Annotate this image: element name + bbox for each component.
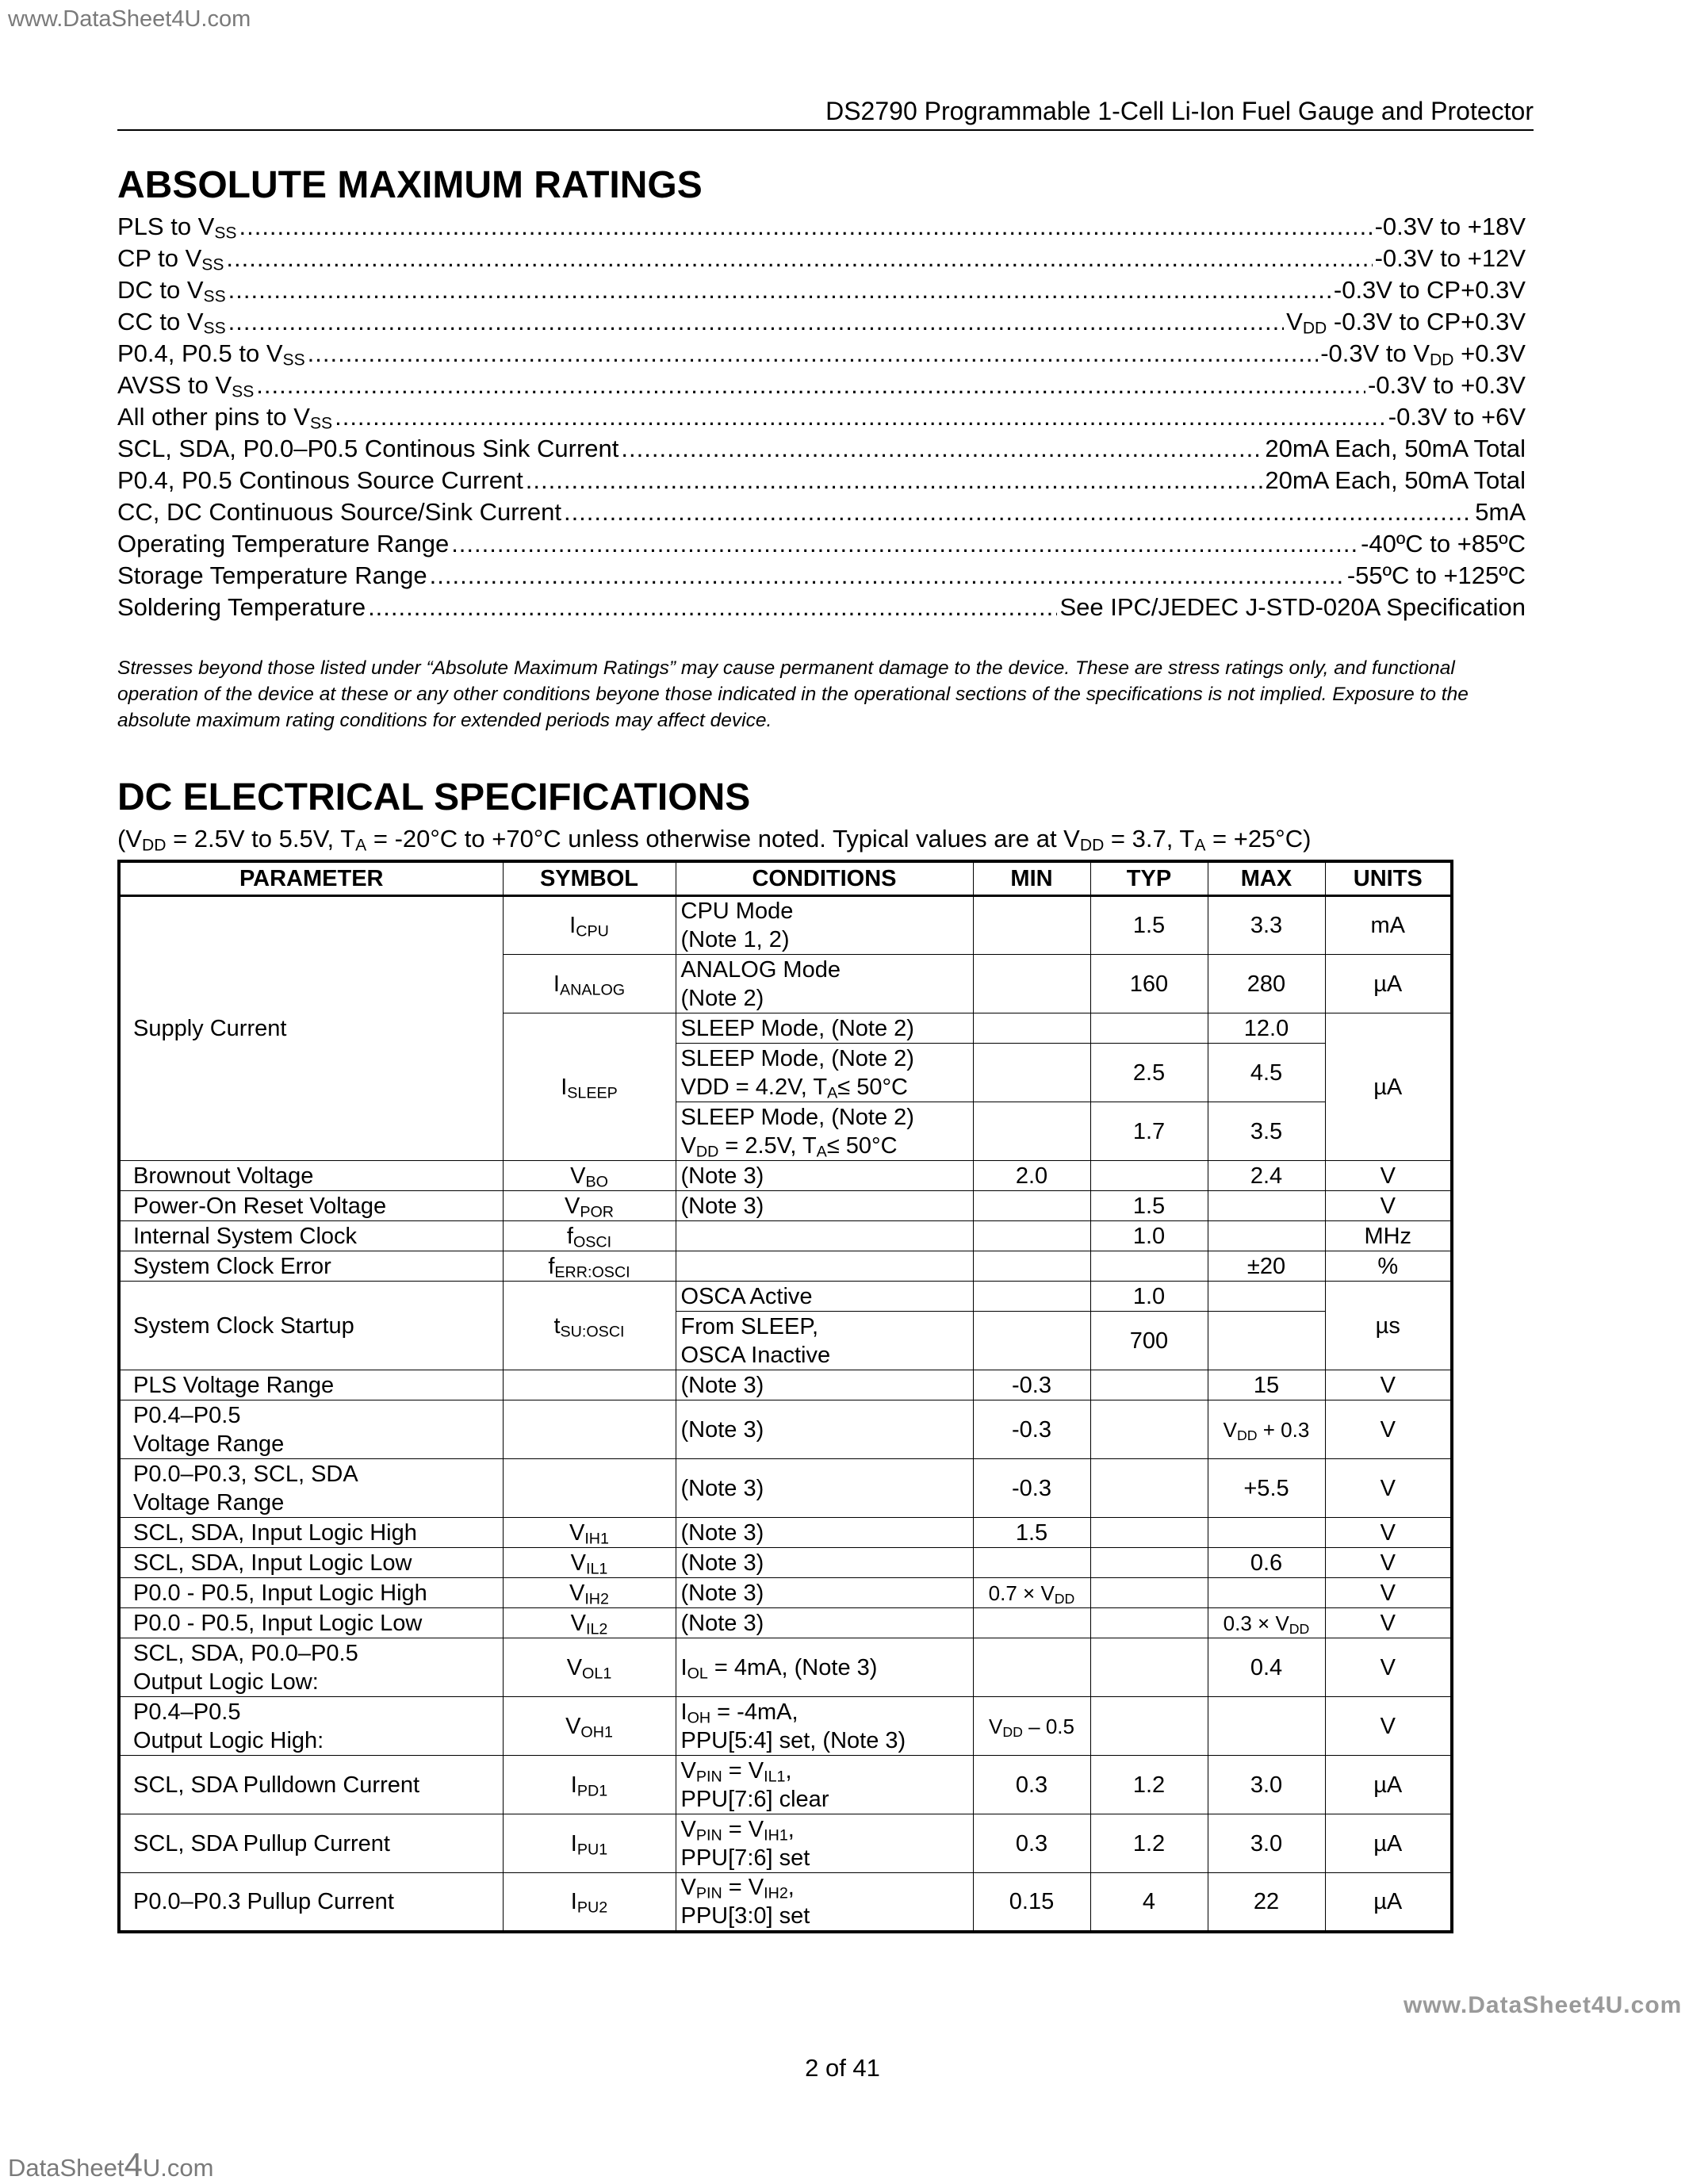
min-cell: 1.5 (973, 1518, 1090, 1548)
dc-spec-conditions: ($V_{DD} = 2.5V$ to 5.5V, $T_A = -20^\circ C$ to +70°C unless otherwise noted. Typical values are at $V_{DD} = 3.7$, $T_A = +25^\circ C$) (117, 825, 1312, 855)
symbol-cell: $V_{IH1}$ (503, 1518, 676, 1548)
symbol-cell: $t_{SU:OSCI}$ (503, 1282, 676, 1370)
param-cell: P0.0–P0.3, SCL, SDA Voltage Range (119, 1459, 503, 1518)
symbol-cell: $I_{PU2}$ (503, 1873, 676, 1933)
conditions-cell: (Note 3) (676, 1518, 973, 1548)
rating-row: Operating Temperature Range ..... -40ºC to +85ºC (117, 528, 1526, 560)
max-cell: 4.5 (1208, 1044, 1325, 1102)
param-supply-current: Supply Current (119, 896, 503, 1161)
units-cell: µA (1325, 955, 1452, 1013)
min-cell (973, 1013, 1090, 1044)
param-cell: System Clock Startup (119, 1282, 503, 1370)
table-row (119, 1548, 1452, 1578)
conditions-cell: $V_{PIN} = V_{IH1}$, PPU[7:6] set (676, 1814, 973, 1873)
symbol-cell: $I_{ANALOG}$ (503, 955, 676, 1013)
conditions-cell: $V_{PIN} = V_{IH2}$, PPU[3:0] set (676, 1873, 973, 1933)
rating-row: PLS to $V_{SS}$ ..... -0.3V to +18V (117, 211, 1526, 243)
table-row (119, 1873, 1452, 1933)
param-cell: SCL, SDA, P0.0–P0.5 Output Logic Low: (119, 1638, 503, 1697)
conditions-cell: (Note 3) (676, 1459, 973, 1518)
typ-cell (1090, 1608, 1208, 1638)
symbol-cell: $V_{OH1}$ (503, 1697, 676, 1756)
units-cell: µA (1325, 1756, 1452, 1814)
watermark-bottom-right[interactable]: www.DataSheet4U.com (1404, 1992, 1683, 2018)
symbol-cell: $V_{OL1}$ (503, 1638, 676, 1697)
param-cell: P0.4–P0.5 Voltage Range (119, 1400, 503, 1459)
table-row (119, 896, 1452, 955)
rating-row: P0.4, P0.5 to $V_{SS}$ ..... -0.3V to $V_{DD} +0.3V$ (117, 338, 1526, 370)
typ-cell: 2.5 (1090, 1044, 1208, 1102)
min-cell: $V_{DD} - 0.5$ (973, 1697, 1090, 1756)
units-cell: V (1325, 1370, 1452, 1400)
col-header-units: UNITS (1325, 861, 1452, 896)
conditions-cell: OSCA Active (676, 1282, 973, 1312)
param-cell: Brownout Voltage (119, 1161, 503, 1191)
table-row (119, 1459, 1452, 1518)
min-cell (973, 1312, 1090, 1370)
dc-spec-title: DC ELECTRICAL SPECIFICATIONS (117, 776, 751, 818)
typ-cell: 1.7 (1090, 1102, 1208, 1161)
typ-cell: 4 (1090, 1873, 1208, 1933)
param-cell: P0.0–P0.3 Pullup Current (119, 1873, 503, 1933)
watermark-top[interactable]: www.DataSheet4U.com (8, 6, 251, 32)
max-cell: 3.0 (1208, 1814, 1325, 1873)
max-cell: 15 (1208, 1370, 1325, 1400)
rating-row: DC to $V_{SS}$ ..... -0.3V to CP+0.3V (117, 274, 1526, 306)
conditions-cell: CPU Mode (Note 1, 2) (676, 896, 973, 955)
param-cell: Internal System Clock (119, 1221, 503, 1251)
symbol-cell: $f_{OSCI}$ (503, 1221, 676, 1251)
param-cell: System Clock Error (119, 1251, 503, 1282)
conditions-cell: (Note 3) (676, 1608, 973, 1638)
min-cell (973, 1251, 1090, 1282)
table-row (119, 1282, 1452, 1312)
param-cell: PLS Voltage Range (119, 1370, 503, 1400)
typ-cell: 1.2 (1090, 1756, 1208, 1814)
units-cell: V (1325, 1161, 1452, 1191)
min-cell: 0.3 (973, 1756, 1090, 1814)
table-row (119, 1608, 1452, 1638)
conditions-cell: $I_{OL} = 4mA$, (Note 3) (676, 1638, 973, 1697)
conditions-cell: $I_{OH} = -4mA$, PPU[5:4] set, (Note 3) (676, 1697, 973, 1756)
rating-row: CC, DC Continuous Source/Sink Current ..... 5mA (117, 496, 1526, 528)
units-cell: µA (1325, 1814, 1452, 1873)
table-row (119, 1161, 1452, 1191)
max-cell (1208, 1312, 1325, 1370)
conditions-cell: (Note 3) (676, 1191, 973, 1221)
min-cell (973, 1282, 1090, 1312)
conditions-cell: SLEEP Mode, (Note 2) VDD = 4.2V, $T_A\le 50^\circ C$ (676, 1044, 973, 1102)
conditions-cell: SLEEP Mode, (Note 2) $V_{DD} = 2.5V$, $T_A\le 50^\circ C$ (676, 1102, 973, 1161)
min-cell: 0.3 (973, 1814, 1090, 1873)
typ-cell (1090, 1161, 1208, 1191)
max-cell: 3.5 (1208, 1102, 1325, 1161)
param-cell: SCL, SDA Pulldown Current (119, 1756, 503, 1814)
param-cell: SCL, SDA, Input Logic High (119, 1518, 503, 1548)
units-cell: V (1325, 1518, 1452, 1548)
table-row (119, 1191, 1452, 1221)
units-cell: µA (1325, 1013, 1452, 1161)
conditions-cell (676, 1221, 973, 1251)
min-cell: $0.7 \times V_{DD}$ (973, 1578, 1090, 1608)
conditions-cell: From SLEEP, OSCA Inactive (676, 1312, 973, 1370)
symbol-cell: $V_{IL1}$ (503, 1548, 676, 1578)
units-cell: V (1325, 1400, 1452, 1459)
typ-cell: 700 (1090, 1312, 1208, 1370)
col-header-min: MIN (973, 861, 1090, 896)
min-cell: -0.3 (973, 1459, 1090, 1518)
rating-row: SCL, SDA, P0.0–P0.5 Continous Sink Current ..... 20mA Each, 50mA Total (117, 433, 1526, 465)
units-cell: V (1325, 1697, 1452, 1756)
max-cell (1208, 1518, 1325, 1548)
rating-row: AVSS to $V_{SS}$ ..... -0.3V to +0.3V (117, 370, 1526, 401)
units-cell: µs (1325, 1282, 1452, 1370)
rating-row: CC to $V_{SS}$ ..... $V_{DD}$ -0.3V to CP+0.3V (117, 306, 1526, 338)
conditions-cell: (Note 3) (676, 1578, 973, 1608)
abs-max-ratings-list (117, 211, 1526, 623)
symbol-cell: $V_{IH2}$ (503, 1578, 676, 1608)
typ-cell: 1.0 (1090, 1221, 1208, 1251)
conditions-cell: SLEEP Mode, (Note 2) (676, 1013, 973, 1044)
table-header-row (119, 861, 1452, 896)
min-cell (973, 955, 1090, 1013)
max-cell (1208, 1191, 1325, 1221)
typ-cell: 1.2 (1090, 1814, 1208, 1873)
rating-row: Storage Temperature Range ..... -55ºC to +125ºC (117, 560, 1526, 592)
stress-note: Stresses beyond those listed under “Absolute Maximum Ratings” may cause permanent damage to the device. These are stress ratings only, and functional operation of the device at these or any other conditions beyone those indicated in the operational sections of the specifications is not implied. Exposure to the absolute maximum rating conditions for extended periods may affect device. (117, 657, 1469, 731)
conditions-cell: (Note 3) (676, 1161, 973, 1191)
max-cell: $V_{DD} + 0.3$ (1208, 1400, 1325, 1459)
units-cell: mA (1325, 896, 1452, 955)
units-cell: % (1325, 1251, 1452, 1282)
table-row (119, 1578, 1452, 1608)
rating-row: CP to $V_{SS}$ ..... -0.3V to +12V (117, 243, 1526, 274)
rating-row: Soldering Temperature ..... See IPC/JEDEC J-STD-020A Specification (117, 592, 1526, 623)
typ-cell (1090, 1459, 1208, 1518)
typ-cell (1090, 1638, 1208, 1697)
col-header-symbol: SYMBOL (503, 861, 676, 896)
col-header-typ: TYP (1090, 861, 1208, 896)
max-cell: 280 (1208, 955, 1325, 1013)
rating-row: All other pins to $V_{SS}$ ..... -0.3V to +6V (117, 401, 1526, 433)
typ-cell (1090, 1697, 1208, 1756)
table-row (119, 1251, 1452, 1282)
col-header-max: MAX (1208, 861, 1325, 896)
conditions-cell (676, 1251, 973, 1282)
min-cell (973, 1044, 1090, 1102)
max-cell: 12.0 (1208, 1013, 1325, 1044)
max-cell: 0.6 (1208, 1548, 1325, 1578)
symbol-cell (503, 1400, 676, 1459)
symbol-cell: $V_{POR}$ (503, 1191, 676, 1221)
typ-cell (1090, 1400, 1208, 1459)
min-cell (973, 1102, 1090, 1161)
param-cell: SCL, SDA, Input Logic Low (119, 1548, 503, 1578)
max-cell: $0.3 \times V_{DD}$ (1208, 1608, 1325, 1638)
symbol-cell: $I_{CPU}$ (503, 896, 676, 955)
table-row (119, 1697, 1452, 1756)
table-row (119, 1221, 1452, 1251)
typ-cell (1090, 1251, 1208, 1282)
units-cell: MHz (1325, 1221, 1452, 1251)
conditions-cell: (Note 3) (676, 1400, 973, 1459)
units-cell: V (1325, 1578, 1452, 1608)
typ-cell (1090, 1548, 1208, 1578)
page-number: 2 of 41 (805, 2054, 880, 2082)
max-cell: +5.5 (1208, 1459, 1325, 1518)
abs-max-title: ABSOLUTE MAXIMUM RATINGS (117, 164, 703, 206)
units-cell: V (1325, 1638, 1452, 1697)
symbol-cell: $I_{PU1}$ (503, 1814, 676, 1873)
typ-cell: 1.5 (1090, 1191, 1208, 1221)
typ-cell (1090, 1578, 1208, 1608)
table-row (119, 1814, 1452, 1873)
max-cell (1208, 1282, 1325, 1312)
symbol-cell (503, 1459, 676, 1518)
typ-cell: 1.0 (1090, 1282, 1208, 1312)
conditions-cell: (Note 3) (676, 1548, 973, 1578)
typ-cell (1090, 1370, 1208, 1400)
table-row (119, 1638, 1452, 1697)
max-cell: 2.4 (1208, 1161, 1325, 1191)
symbol-cell (503, 1370, 676, 1400)
max-cell: ±20 (1208, 1251, 1325, 1282)
min-cell (973, 1608, 1090, 1638)
max-cell: 0.4 (1208, 1638, 1325, 1697)
rating-row: P0.4, P0.5 Continous Source Current ..... 20mA Each, 50mA Total (117, 465, 1526, 496)
col-header-parameter: PARAMETER (119, 861, 503, 896)
table-row (119, 1370, 1452, 1400)
min-cell: 0.15 (973, 1873, 1090, 1933)
symbol-cell: $V_{IL2}$ (503, 1608, 676, 1638)
param-cell: P0.4–P0.5 Output Logic High: (119, 1697, 503, 1756)
max-cell: 22 (1208, 1873, 1325, 1933)
units-cell: V (1325, 1191, 1452, 1221)
symbol-cell: $I_{PD1}$ (503, 1756, 676, 1814)
max-cell: 3.0 (1208, 1756, 1325, 1814)
table-row (119, 1756, 1452, 1814)
param-cell: SCL, SDA Pullup Current (119, 1814, 503, 1873)
conditions-cell: ANALOG Mode (Note 2) (676, 955, 973, 1013)
min-cell (973, 1191, 1090, 1221)
conditions-cell: (Note 3) (676, 1370, 973, 1400)
typ-cell (1090, 1518, 1208, 1548)
max-cell (1208, 1578, 1325, 1608)
symbol-cell: $I_{SLEEP}$ (503, 1013, 676, 1161)
min-cell (973, 1548, 1090, 1578)
units-cell: V (1325, 1459, 1452, 1518)
min-cell (973, 1638, 1090, 1697)
typ-cell: 160 (1090, 955, 1208, 1013)
max-cell (1208, 1221, 1325, 1251)
max-cell: 3.3 (1208, 896, 1325, 955)
param-cell: Power-On Reset Voltage (119, 1191, 503, 1221)
units-cell: V (1325, 1608, 1452, 1638)
min-cell (973, 1221, 1090, 1251)
param-cell: P0.0 - P0.5, Input Logic Low (119, 1608, 503, 1638)
units-cell: V (1325, 1548, 1452, 1578)
min-cell (973, 896, 1090, 955)
units-cell: µA (1325, 1873, 1452, 1933)
min-cell: -0.3 (973, 1370, 1090, 1400)
symbol-cell: $f_{ERR:OSCI}$ (503, 1251, 676, 1282)
typ-cell: 1.5 (1090, 896, 1208, 955)
param-cell: P0.0 - P0.5, Input Logic High (119, 1578, 503, 1608)
max-cell (1208, 1697, 1325, 1756)
symbol-cell: $V_{BO}$ (503, 1161, 676, 1191)
typ-cell (1090, 1013, 1208, 1044)
watermark-bottom-left[interactable]: DataSheet4U.com (8, 2146, 214, 2183)
page-header: DS2790 Programmable 1-Cell Li-Ion Fuel Gauge and Protector (117, 97, 1534, 131)
col-header-conditions: CONDITIONS (676, 861, 973, 896)
table-row (119, 1400, 1452, 1459)
min-cell: 2.0 (973, 1161, 1090, 1191)
conditions-cell: $V_{PIN} = V_{IL1}$, PPU[7:6] clear (676, 1756, 973, 1814)
table-row (119, 1518, 1452, 1548)
dc-spec-table (117, 860, 1453, 1933)
min-cell: -0.3 (973, 1400, 1090, 1459)
